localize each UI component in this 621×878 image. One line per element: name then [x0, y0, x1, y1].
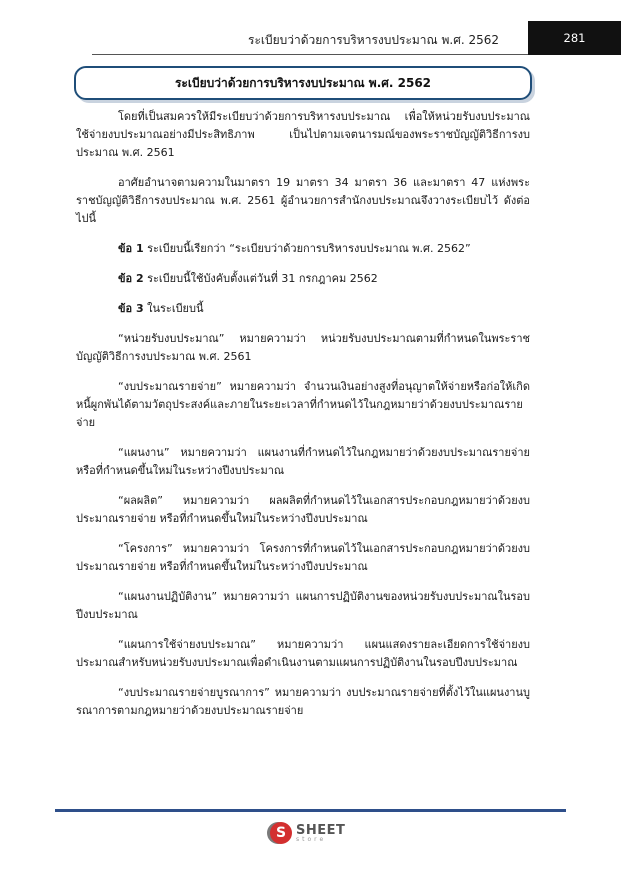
page-number-tab: 281: [528, 21, 621, 55]
clause-1-text: ระเบียบนี้เรียกว่า “ระเบียบว่าด้วยการบริหารงบประมาณ พ.ศ. 2562”: [143, 242, 471, 255]
logo-text: [296, 824, 345, 843]
document-body: [76, 108, 530, 732]
regulation-title-box: ระเบียบว่าด้วยการบริหารงบประมาณ พ.ศ. 2562: [74, 66, 532, 100]
logo-subtext: store: [296, 835, 327, 843]
definition-paragraph: “งบประมาณรายจ่ายบูรณาการ” หมายความว่า งบประมาณรายจ่ายที่ตั้งไว้ในแผนงานบูรณาการตามกฎหมายว่าด้วยงบประมาณรายจ่าย: [76, 686, 530, 717]
logo-mark-icon: S: [270, 822, 292, 844]
clause-2: [76, 270, 530, 288]
clause-1: [76, 240, 530, 258]
definition-paragraph: “แผนงาน” หมายความว่า แผนงานที่กำหนดไว้ในกฎหมายว่าด้วยงบประมาณรายจ่ายหรือที่กำหนดขึ้นใหม่ในระหว่างปีงบประมาณ: [76, 446, 530, 477]
definition-paragraph: “โครงการ” หมายความว่า โครงการที่กำหนดไว้ในเอกสารประกอบกฎหมายว่าด้วยงบประมาณรายจ่าย หรือที่กำหนดขึ้นใหม่ในระหว่างปีงบประมาณ: [76, 542, 530, 573]
footer-divider: [55, 809, 566, 812]
clause-2-text: ระเบียบนี้ใช้บังคับตั้งแต่วันที่ 31 กรกฎาคม 2562: [143, 272, 378, 285]
logo-name: SHEET: [296, 822, 346, 838]
clause-3: [76, 300, 530, 318]
definition-paragraph: “หน่วยรับงบประมาณ” หมายความว่า หน่วยรับงบประมาณตามที่กำหนดในพระราชบัญญัติวิธีการงบประมาณ พ.ศ. 2561: [76, 332, 530, 363]
clause-2-number: ข้อ 2: [118, 272, 144, 285]
sheet-store-logo: [270, 822, 345, 844]
clause-1-number: ข้อ 1: [118, 242, 144, 255]
preamble-paragraph-1: โดยที่เป็นสมควรให้มีระเบียบว่าด้วยการบริหารงบประมาณ เพื่อให้หน่วยรับงบประมาณใช้จ่ายงบประมาณอย่างมีประสิทธิภาพ เป็นไปตามเจตนารมณ์ของพระราชบัญญัติวิธีการงบประมาณ พ.ศ. 2561: [76, 110, 530, 159]
header-divider: [92, 54, 528, 55]
page-header-title: ระเบียบว่าด้วยการบริหารงบประมาณ พ.ศ. 2562: [248, 33, 499, 47]
clause-3-text: ในระเบียบนี้: [143, 302, 204, 315]
definition-paragraph: “งบประมาณรายจ่าย” หมายความว่า จำนวนเงินอย่างสูงที่อนุญาตให้จ่ายหรือก่อให้เกิดหนี้ผูกพันได้ตามวัตถุประสงค์และภายในระยะเวลาที่กำหนดไว้ในกฎหมายว่าด้วยงบประมาณรายจ่าย: [76, 380, 530, 429]
definition-paragraph: “แผนการใช้จ่ายงบประมาณ” หมายความว่า แผนแสดงรายละเอียดการใช้จ่ายงบประมาณสำหรับหน่วยรับงบประมาณเพื่อดำเนินงานตามแผนการปฏิบัติงานในรอบปีงบประมาณ: [76, 638, 530, 669]
definition-paragraph: “ผลผลิต” หมายความว่า ผลผลิตที่กำหนดไว้ในเอกสารประกอบกฎหมายว่าด้วยงบประมาณรายจ่าย หรือที่กำหนดขึ้นใหม่ในระหว่างปีงบประมาณ: [76, 494, 530, 525]
definition-paragraph: “แผนงานปฏิบัติงาน” หมายความว่า แผนการปฏิบัติงานของหน่วยรับงบประมาณในรอบปีงบประมาณ: [76, 590, 530, 621]
preamble-paragraph-2: อาศัยอำนาจตามความในมาตรา 19 มาตรา 34 มาตรา 36 และมาตรา 47 แห่งพระราชบัญญัติวิธีการงบประมาณ พ.ศ. 2561 ผู้อำนวยการสำนักงบประมาณจึงวางระเบียบไว้ ดังต่อไปนี้: [76, 176, 530, 225]
clause-3-number: ข้อ 3: [118, 302, 144, 315]
